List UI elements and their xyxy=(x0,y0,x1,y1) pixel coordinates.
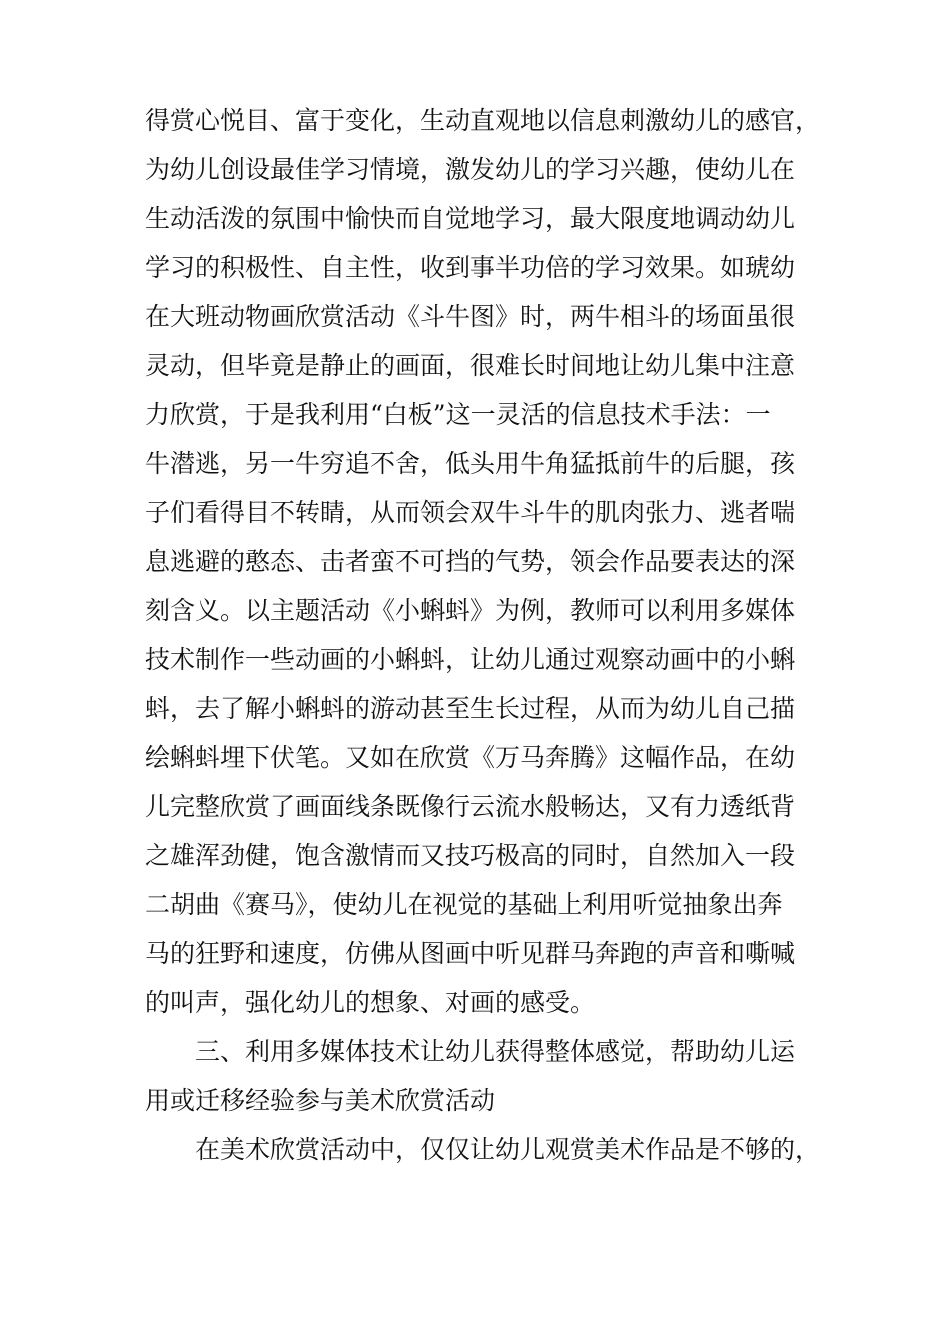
text-line: 马的狂野和速度，仿佛从图画中听见群马奔跑的声音和嘶喊 xyxy=(145,939,796,968)
text-line: 技术制作一些动画的小蝌蚪，让幼儿通过观察动画中的小蝌 xyxy=(145,645,796,674)
text-line: 子们看得目不转睛，从而领会双牛斗牛的肌肉张力、逃者喘 xyxy=(145,498,796,527)
text-line: 为幼儿创设最佳学习情境，激发幼儿的学习兴趣，使幼儿在 xyxy=(145,155,796,184)
section-heading: 三、利用多媒体技术让幼儿获得整体感觉，帮助幼儿运 xyxy=(195,1037,796,1066)
text-line: 绘蝌蚪埋下伏笔。又如在欣赏《万马奔腾》这幅作品，在幼 xyxy=(145,743,796,772)
text-line: 之雄浑劲健，饱含激情而又技巧极高的同时，自然加入一段 xyxy=(145,841,796,870)
text-line: 刻含义。以主题活动《小蝌蚪》为例，教师可以利用多媒体 xyxy=(145,596,796,625)
text-line: 生动活泼的氛围中愉快而自觉地学习，最大限度地调动幼儿 xyxy=(145,204,796,233)
section-heading-continued: 用或迁移经验参与美术欣赏活动 xyxy=(145,1086,496,1115)
text-line: 蚪，去了解小蝌蚪的游动甚至生长过程，从而为幼儿自己描 xyxy=(145,694,796,723)
text-line: 二胡曲《赛马》，使幼儿在视觉的基础上利用听觉抽象出奔 xyxy=(145,890,783,919)
text-line: 灵动，但毕竟是静止的画面，很难长时间地让幼儿集中注意 xyxy=(145,351,796,380)
text-line: 儿完整欣赏了画面线条既像行云流水般畅达，又有力透纸背 xyxy=(145,792,796,821)
text-line: 牛潜逃，另一牛穷追不舍，低头用牛角猛抵前牛的后腿，孩 xyxy=(145,449,796,478)
text-line: 息逃避的憨态、击者蛮不可挡的气势，领会作品要表达的深 xyxy=(145,547,796,576)
text-line: 的叫声，强化幼儿的想象、对画的感受。 xyxy=(145,988,596,1017)
text-line: 力欣赏，于是我利用“白板”这一灵活的信息技术手法：一 xyxy=(145,400,771,429)
text-line: 在大班动物画欣赏活动《斗牛图》时，两牛相斗的场面虽很 xyxy=(145,302,796,331)
text-line: 在美术欣赏活动中，仅仅让幼儿观赏美术作品是不够的， xyxy=(195,1135,821,1164)
text-line: 得赏心悦目、富于变化，生动直观地以信息刺激幼儿的感官， xyxy=(145,106,821,135)
body-text xyxy=(145,96,821,1174)
text-line: 学习的积极性、自主性，收到事半功倍的学习效果。如琥幼 xyxy=(145,253,796,282)
